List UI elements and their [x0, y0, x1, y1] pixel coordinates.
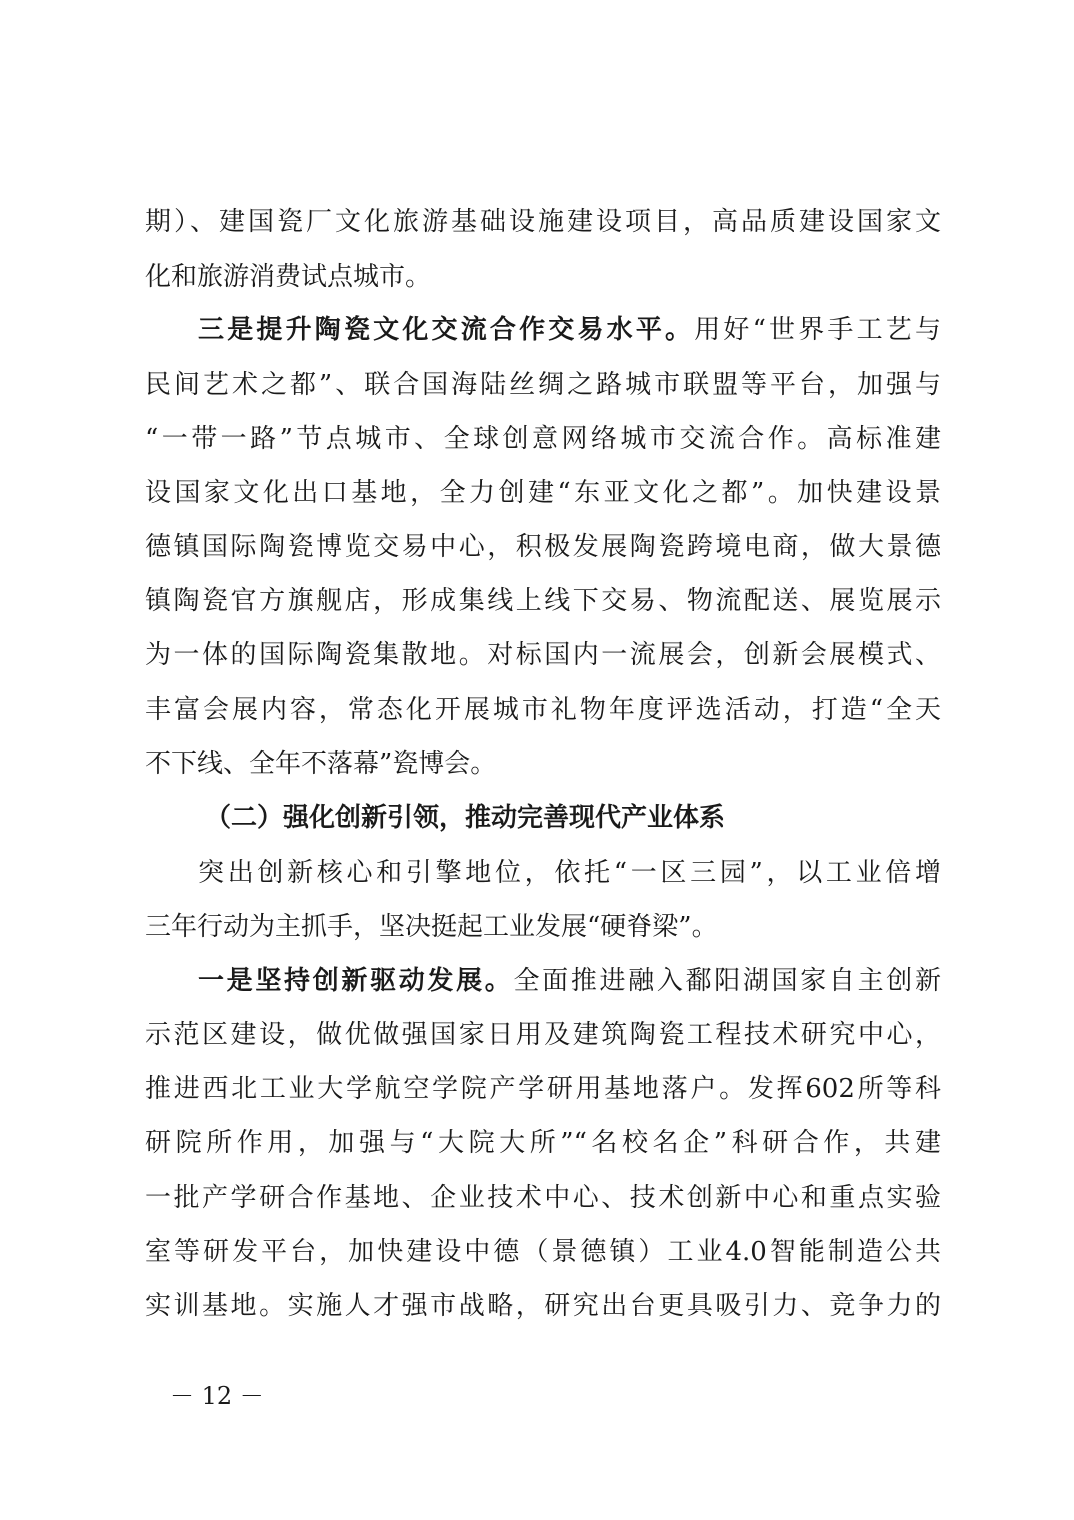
text-line: 一批产学研合作基地、企业技术中心、技术创新中心和重点实验 [145, 1183, 941, 1213]
bold-lead: 三是提升陶瓷文化交流合作交易水平。 [198, 315, 695, 345]
text-line: 示范区建设，做优做强国家日用及建筑陶瓷工程技术研究中心， [145, 1020, 941, 1050]
text-line: 三年行动为主抓手，坚决挺起工业发展“硬脊梁”。 [145, 912, 718, 942]
text: 用好“世界手工艺与 [694, 315, 941, 345]
paragraph-start: 突出创新核心和引擎地位，依托“一区三园”，以工业倍增 [198, 858, 941, 888]
text-line: 丰富会展内容，常态化开展城市礼物年度评选活动，打造“全天 [145, 695, 941, 725]
text-line: 为一体的国际陶瓷集散地。对标国内一流展会，创新会展模式、 [145, 640, 941, 670]
bold-lead: 一是坚持创新驱动发展。 [198, 966, 514, 996]
text-line: 推进西北工业大学航空学院产学研用基地落户。发挥602所等科 [145, 1074, 941, 1104]
text-line: 不下线、全年不落幕”瓷博会。 [145, 749, 497, 779]
text-line: 德镇国际陶瓷博览交易中心，积极发展陶瓷跨境电商，做大景德 [145, 532, 941, 562]
text-line: 研院所作用，加强与“大院大所”“名校名企”科研合作，共建 [145, 1128, 941, 1158]
text-line: 设国家文化出口基地，全力创建“东亚文化之都”。加快建设景 [145, 478, 941, 508]
text: 全面推进融入鄱阳湖国家自主创新 [513, 966, 941, 996]
text-line: “一带一路”节点城市、全球创意网络城市交流合作。高标准建 [145, 424, 941, 454]
page-number: － 12 － [170, 1382, 264, 1410]
text-line: 室等研发平台，加快建设中德（景德镇）工业4.0智能制造公共 [145, 1237, 941, 1267]
section-heading: （二）强化创新引领，推动完善现代产业体系 [205, 803, 726, 833]
text-line: 期）、建国瓷厂文化旅游基础设施建设项目，高品质建设国家文 [145, 207, 941, 237]
text-line: 民间艺术之都”、联合国海陆丝绸之路城市联盟等平台，加强与 [145, 370, 941, 400]
text-line: 镇陶瓷官方旗舰店，形成集线上线下交易、物流配送、展览展示 [145, 586, 941, 616]
text-line: 化和旅游消费试点城市。 [145, 262, 432, 292]
paragraph-start [145, 303, 941, 357]
paragraph-start [145, 954, 941, 1008]
text-line: 实训基地。实施人才强市战略，研究出台更具吸引力、竞争力的 [145, 1291, 941, 1321]
